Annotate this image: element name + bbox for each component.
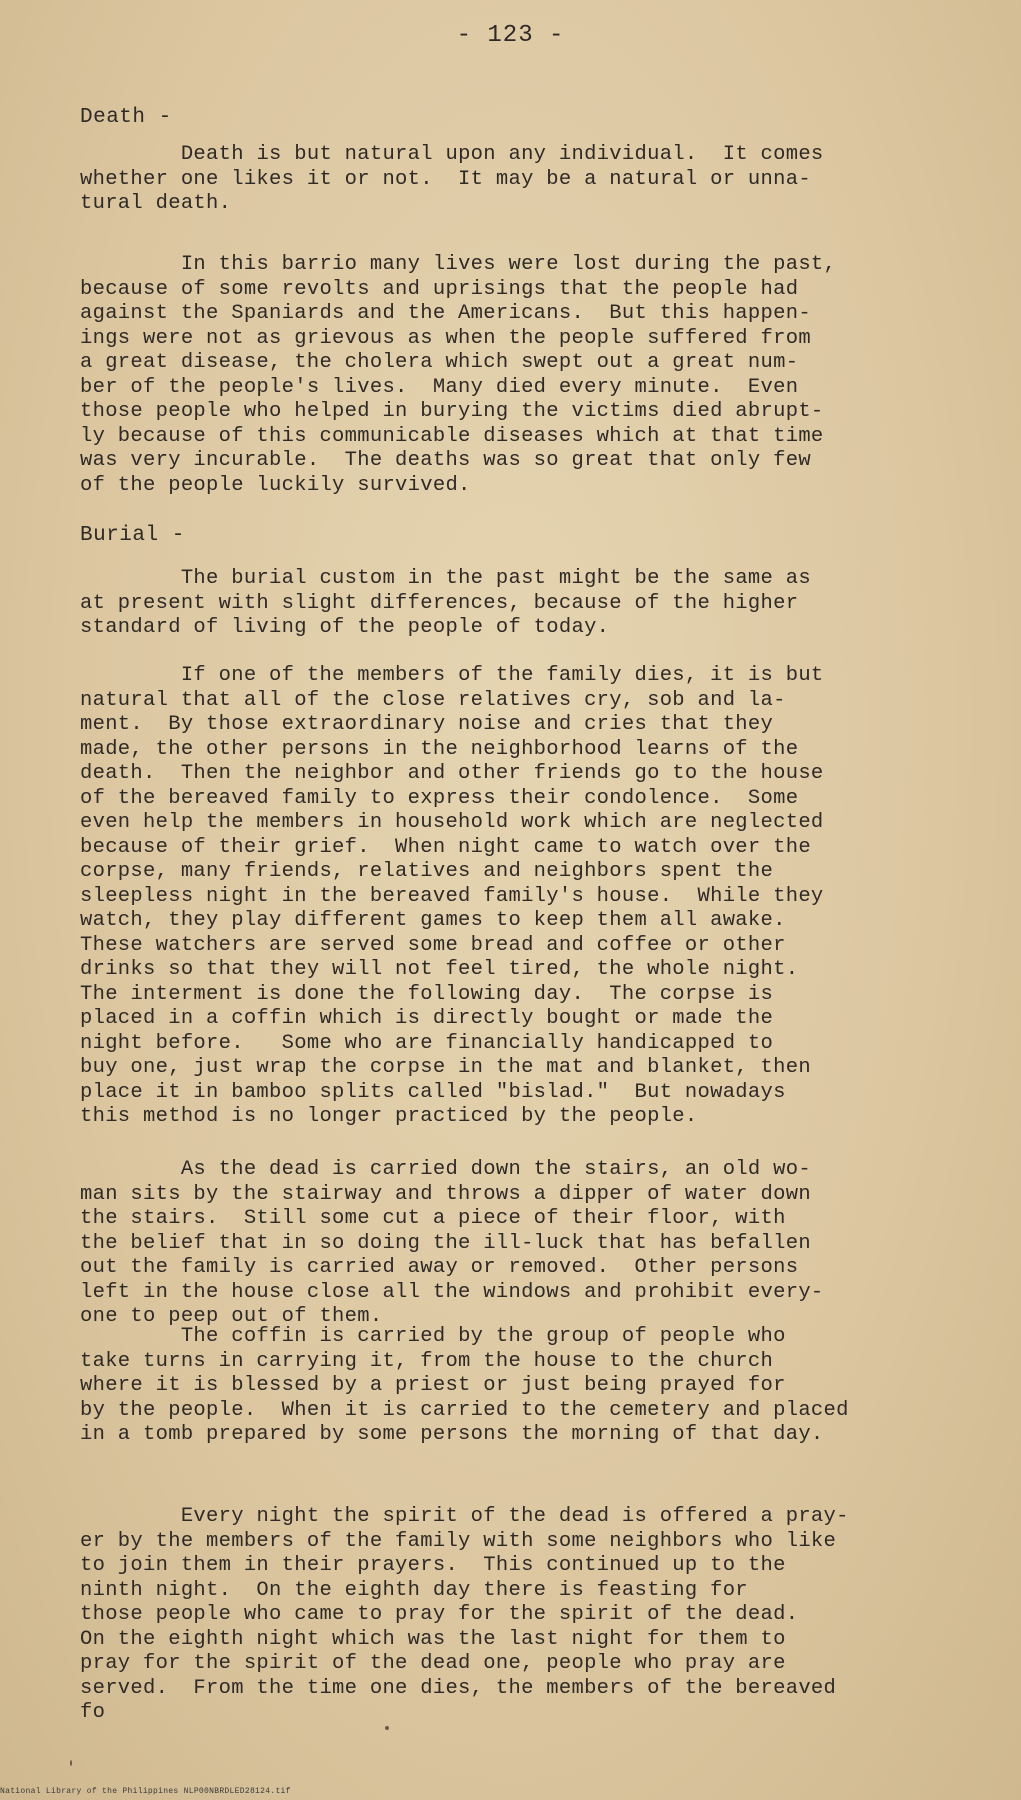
heading-death: Death - (80, 106, 172, 129)
burial-paragraph-2: If one of the members of the family dies, it is but natural that all of the close relatives cry, sob and la- ment. By those extraordinary noise and cries that they made, the other persons in the neighborhood learns of the death. Then the neighbor and other friends go to the house of the bereaved family to express their condolence. Some even help the members in household work which are neglected because of their grief. When night came to watch over the corpse, many friends, relatives and neighbors spent the sleepless night in the bereaved family's house. While they watch, they play different games to keep them all awake. These watchers are served some bread and coffee or other drinks so that they will not feel tired, the whole night. The interment is done the following day. The corpse is placed in a coffin which is directly bought or made the night before. Some who are financially handicapped to buy one, just wrap the corpse in the mat and blanket, then place it in bamboo splits called "bislad." But nowadays this method is no longer practiced by the people. (80, 664, 824, 1128)
death-paragraph-2: In this barrio many lives were lost during the past, because of some revolts and uprisings that the people had against the Spaniards and the Americans. But this happen- ings were not as grievous as when the people suffered from a great disease, the cholera which swept out a great num- ber of the people's lives. Many died every minute. Even those people who helped in burying the victims died abrupt- ly because of this communicable diseases which at that time was very incurable. The deaths was so great that only few of the people luckily survived. (80, 253, 837, 497)
scan-speck (70, 1760, 72, 1766)
burial-paragraph-4: The coffin is carried by the group of people who take turns in carrying it, from the house to the church where it is blessed by a priest or just being prayed for by the people. When it is carried to the cemetery and placed in a tomb prepared by some persons the morning of that day. (80, 1325, 849, 1446)
heading-burial: Burial - (80, 524, 185, 547)
burial-paragraph-1: The burial custom in the past might be the same as at present with slight differences, because of the higher standard of living of the people of today. (80, 567, 811, 639)
burial-paragraph-3: As the dead is carried down the stairs, an old wo- man sits by the stairway and throws a dipper of water down the stairs. Still some cut a piece of their floor, with the belief that in so doing the ill-luck that has befallen out the family is carried away or removed. Other persons left in the house close all the windows and prohibit every- one to peep out of them. (80, 1158, 824, 1328)
page-number: - 123 - (456, 22, 565, 49)
footer-caption: National Library of the Philippines NLP00NBRDLED28124.tif (0, 1787, 291, 1796)
scan-speck (385, 1726, 389, 1730)
death-paragraph-1: Death is but natural upon any individual. It comes whether one likes it or not. It may be a natural or unna- tural death. (80, 143, 824, 215)
burial-paragraph-5: Every night the spirit of the dead is offered a pray- er by the members of the family with some neighbors who like to join them in their prayers. This continued up to the ninth night. On the eighth day there is feasting for those people who came to pray for the spirit of the dead. On the eighth night which was the last night for them to pray for the spirit of the dead one, people who pray are served. From the time one dies, the members of the bereaved fo (80, 1505, 849, 1724)
